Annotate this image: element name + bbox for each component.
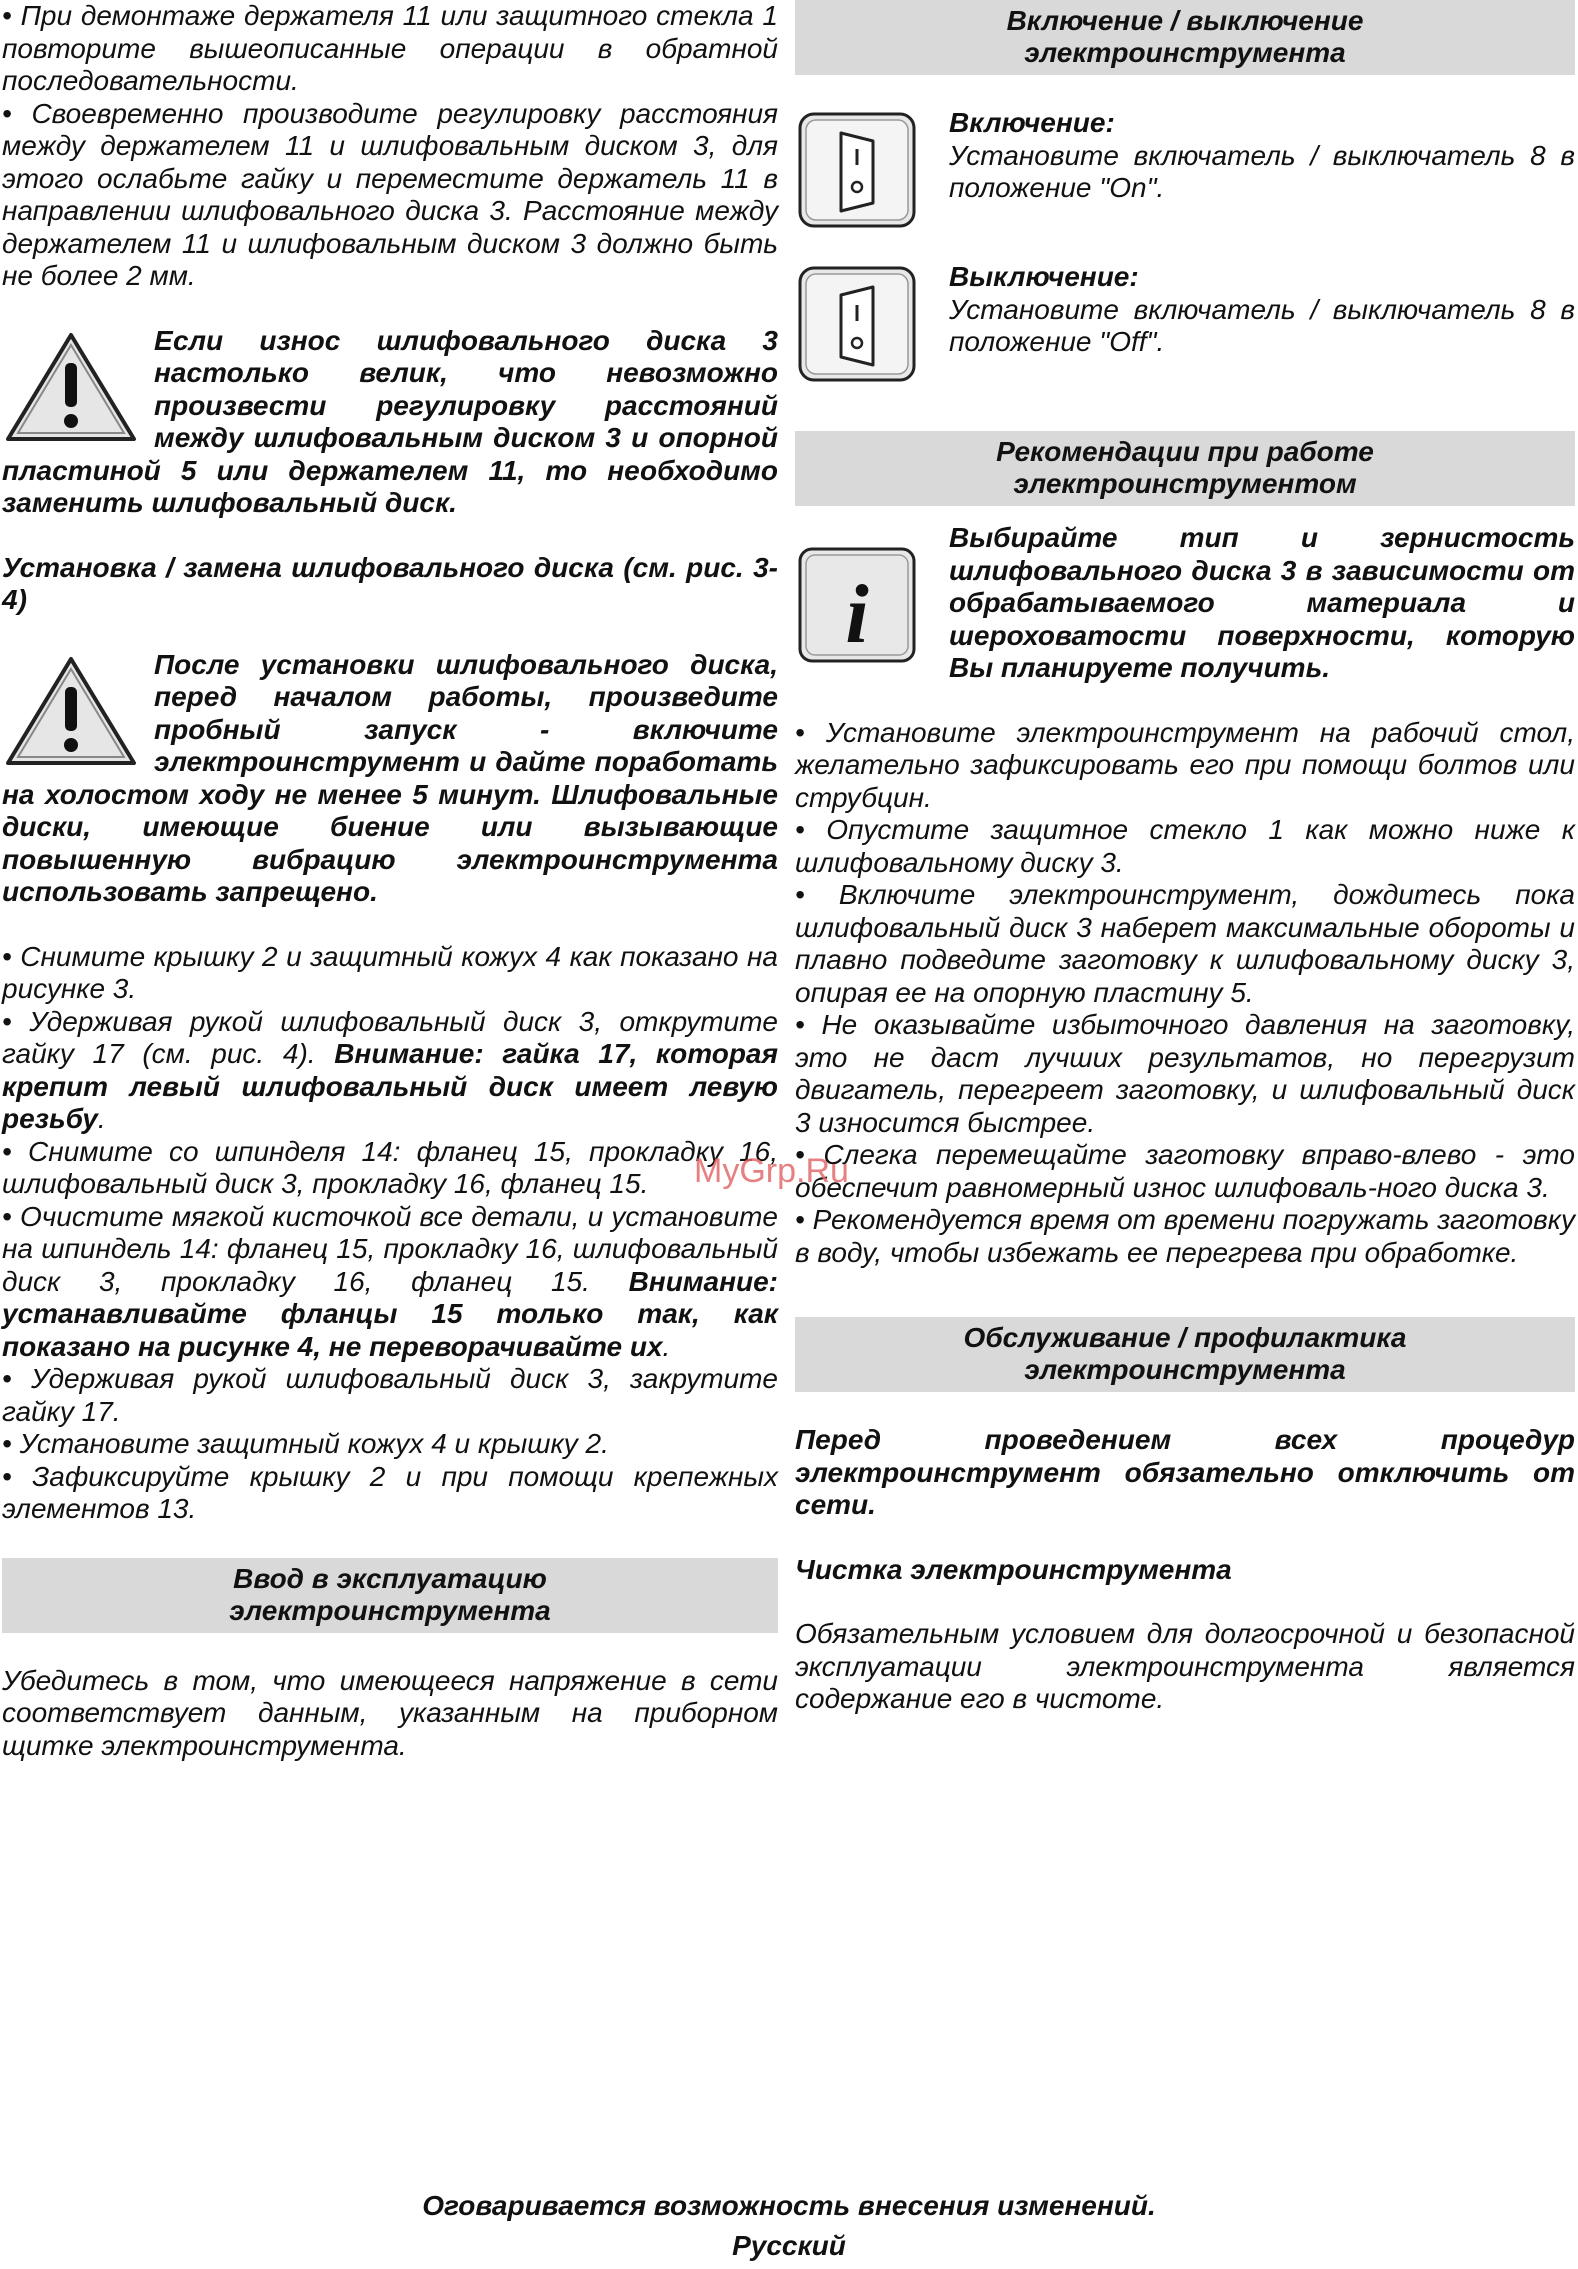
paragraph-dismantle: • При демонтаже держателя 11 или защитного стекла 1 повторите вышеописанные операции в обратной последовательности. [2, 0, 778, 96]
rec-install-tool: • Установите электроинструмент на рабочий стол, желательно зафиксировать его при помощи болтов или струбцин. [795, 716, 1575, 813]
step-clean-install: • Очистите мягкой кисточкой все детали, и установите на шпиндель 14: фланец 15, прокладку 16, шлифовальный диск 3, прокладку 16, фланец 15. Внимание: устанавливайте фланцы 15 только так, как показано на рисунке 4, не переворачивайте их. [2, 1200, 778, 1362]
left-column [2, 0, 778, 1762]
footer [0, 2188, 1578, 2264]
switch-on-title: Включение: [949, 107, 1115, 138]
service-warning: Перед проведением всех процедур электроинструмент обязательно отключить от сети. [795, 1424, 1575, 1520]
right-column [795, 0, 1575, 1716]
step-tighten-nut: • Удерживая рукой шлифовальный диск 3, закрутите гайку 17. [2, 1363, 778, 1427]
nut-attention: Внимание: гайка 17, которая крепит левый шлифовальный диск имеет левую резьбу [2, 1038, 778, 1134]
step-remove-parts: • Снимите со шпинделя 14: фланец 15, прокладку 16, шлифовальный диск 3, прокладку 16, фланец 15. [2, 1135, 778, 1199]
warning-wear [2, 325, 778, 520]
warning-test-run [2, 649, 778, 909]
step-unscrew-nut: • Удерживая рукой шлифовальный диск 3, открутите гайку 17 (см. рис. 4). Внимание: гайка 17, которая крепит левый шлифовальный диск имеет левую резьбу. [2, 1005, 778, 1134]
info-icon [797, 546, 917, 664]
svg-text:i: i [845, 568, 869, 661]
switch-off-title: Выключение: [949, 261, 1139, 292]
info-disc-selection [795, 522, 1575, 685]
switch-off-text: Установите включатель / выключатель 8 в положение "Off". [949, 293, 1575, 357]
rocker-switch-on-icon [797, 111, 917, 229]
rocker-switch-off-icon [797, 265, 917, 383]
rec-move-workpiece: • Слегка перемещайте заготовку вправо-влево - это обеспечит равномерный износ шлифоваль-ного диска 3. [795, 1139, 1575, 1203]
section-band-switch: Включение / выключение электроинструмента [795, 0, 1575, 75]
section-band-service: Обслуживание / профилактика электроинструмента [795, 1317, 1575, 1392]
switch-on-block [795, 107, 1575, 229]
info-text: Выбирайте тип и зернистость шлифовального диска 3 в зависимости от обрабатываемого материала и шероховатости поверхности, которую Вы планируете получить. [949, 522, 1575, 683]
cleaning-text: Обязательным условием для долгосрочной и безопасной эксплуатации электроинструмента является содержание его в чистоте. [795, 1618, 1575, 1714]
footer-note: Оговаривается возможность внесения изменений. [422, 2190, 1156, 2221]
section-band-commissioning: Ввод в эксплуатацию электроинструмента [2, 1558, 778, 1633]
warning-triangle-icon [2, 653, 140, 771]
paragraph-adjustment: • Своевременно производите регулировку расстояния между держателем 11 и шлифовальным диском 3, для этого ослабьте гайку и переместите держатель 11 в направлении шлифовального диска 3. Расстояние между держателем 11 и шлифовальным диском 3 должно быть не более 2 мм. [2, 97, 778, 291]
switch-on-text: Установите включатель / выключатель 8 в положение "On". [949, 139, 1575, 203]
flange-attention: Внимание: устанавливайте фланцы 15 только так, как показано на рисунке 4, не переворачивайте их [2, 1265, 778, 1362]
step-install-guard: • Установите защитный кожух 4 и крышку 2. [2, 1428, 609, 1459]
cleaning-heading: Чистка электроинструмента [795, 1553, 1232, 1585]
warning-wear-text: Если износ шлифовального диска 3 настолько велик, что невозможно произвести регулировку расстояний между шлифовальным диском 3 и опорной пластиной 5 или держателем 11, то необходимо заменить шлифовальный диск. [2, 324, 778, 518]
switch-off-block [795, 261, 1575, 383]
watermark: MyGrp.Ru [694, 1152, 849, 1190]
warning-triangle-icon [2, 329, 140, 447]
rec-no-pressure: • Не оказывайте избыточного давления на заготовку, это не даст лучших результатов, но перегрузит двигатель, перегреет заготовку, и шлифовальный диск 3 износится быстрее. [795, 1009, 1575, 1138]
rec-lower-glass: • Опустите защитное стекло 1 как можно ниже к шлифовальному диску 3. [795, 814, 1575, 878]
step-fix-cover: • Зафиксируйте крышку 2 и при помощи крепежных элементов 13. [2, 1460, 778, 1524]
warning-test-run-text: После установки шлифовального диска, перед началом работы, произведите пробный запуск - включите электроинструмент и дайте поработать на холостом ходу не менее 5 минут. Шлифовальные диски, имеющие биение или вызывающие повышенную вибрацию электроинструмента использовать запрещено. [2, 648, 778, 907]
footer-language: Русский [732, 2230, 846, 2261]
commissioning-text: Убедитесь в том, что имеющееся напряжение в сети соответствует данным, указанным на приборном щитке электроинструмента. [2, 1664, 778, 1761]
install-heading: Установка / замена шлифовального диска (см. рис. 3-4) [2, 551, 778, 615]
rec-cool-workpiece: • Рекомендуется время от времени погружать заготовку в воду, чтобы избежать ее перегрева при обработке. [795, 1204, 1575, 1268]
step-remove-cover: • Снимите крышку 2 и защитный кожух 4 как показано на рисунке 3. [2, 940, 778, 1004]
rec-switch-on: • Включите электроинструмент, дождитесь пока шлифовальный диск 3 наберет максимальные обороты и плавно подведите заготовку к шлифовальному диску 3, опирая ее на опорную пластину 5. [795, 879, 1575, 1008]
section-band-recommendations: Рекомендации при работе электроинструментом [795, 431, 1575, 506]
